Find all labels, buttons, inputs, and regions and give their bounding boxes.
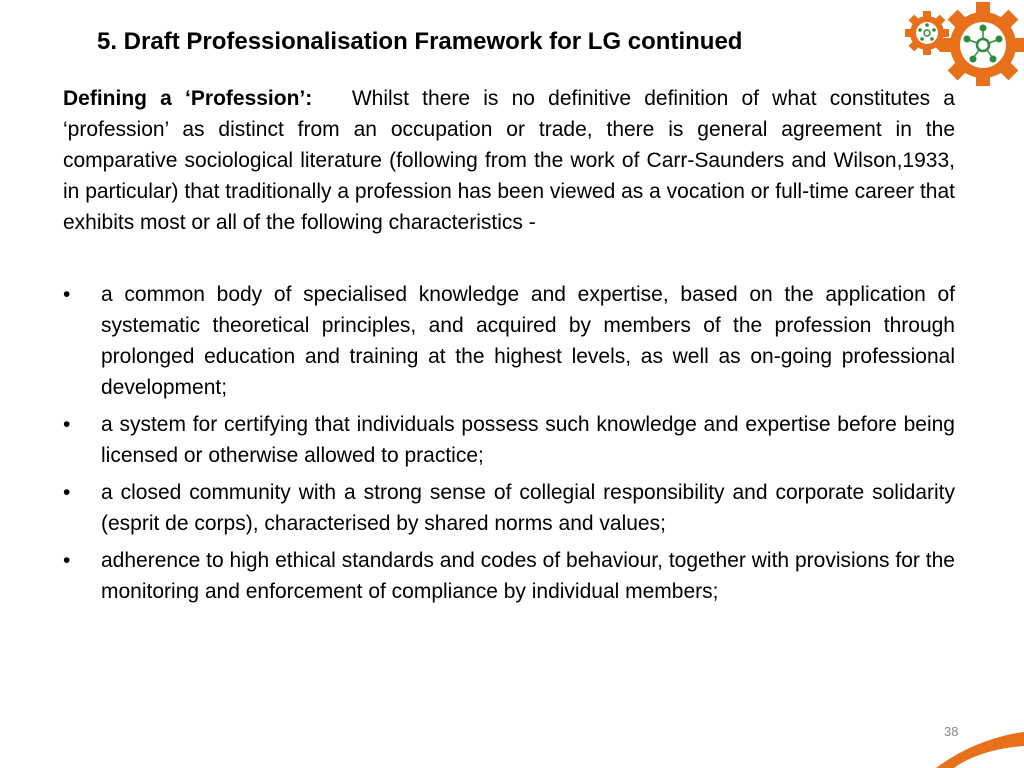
list-item-text: a closed community with a strong sense of collegial responsibility and corporate solidarity (esprit de corps), characterised by shared norms and values;: [101, 481, 955, 535]
intro-text: Whilst there is no definitive definition of what constitutes a ‘profession’ as distinct from an occupation or trade, there is general agreement in the comparative sociological literature (following from the work of Carr-Saunders and Wilson,1933, in particular) that traditionally a profession has been viewed as a vocation or full-time career that exhibits most or all of the following characteristics -: [63, 87, 955, 234]
intro-paragraph: [63, 83, 955, 238]
intro-label: Defining a ‘Profession’:: [63, 87, 313, 110]
list-item: [63, 477, 955, 539]
bullet-icon: •: [63, 481, 71, 504]
list-item: [63, 279, 955, 403]
corner-swoosh-decoration: [930, 712, 1024, 768]
characteristics-list: [63, 279, 955, 607]
list-item-text: a common body of specialised knowledge and expertise, based on the application of systematic theoretical principles, and acquired by members of the profession through prolonged education and training at the highest levels, as well as on-going professional development;: [101, 283, 955, 399]
list-item-text: adherence to high ethical standards and codes of behaviour, together with provisions for the monitoring and enforcement of compliance by individual members;: [101, 549, 955, 603]
gear-logo-large-icon: [938, 0, 1024, 86]
bullet-icon: •: [63, 283, 71, 306]
slide-body: [63, 83, 955, 613]
bullet-icon: •: [63, 413, 71, 436]
page-number: 38: [944, 724, 959, 739]
list-item: [63, 409, 955, 471]
bullet-icon: •: [63, 549, 71, 572]
list-item: [63, 545, 955, 607]
slide-title: 5. Draft Professionalisation Framework for LG continued: [97, 28, 743, 55]
list-item-text: a system for certifying that individuals possess such knowledge and expertise before being licensed or otherwise allowed to practice;: [101, 413, 955, 467]
